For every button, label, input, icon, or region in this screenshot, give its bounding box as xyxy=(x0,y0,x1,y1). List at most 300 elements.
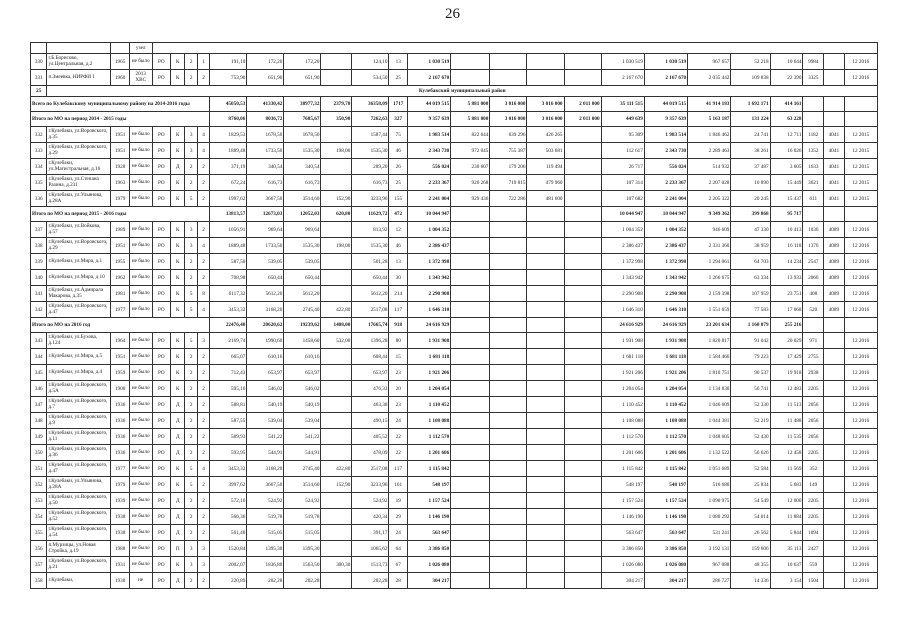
cell-c4: 503 681 xyxy=(527,143,564,159)
table-row xyxy=(31,54,878,70)
cell-c4 xyxy=(527,286,564,302)
cell-no: 351 xyxy=(31,461,47,477)
cell-addr: п.Змеевка, НИРФИ 1 xyxy=(47,70,111,86)
cell-c6: 1 921 206 xyxy=(601,365,644,381)
cell-c10: 5 683 xyxy=(770,477,803,493)
cell-c5 xyxy=(564,509,601,525)
cell-own: РО xyxy=(152,461,171,477)
cell-a1: 6117,32 xyxy=(210,286,247,302)
summary-value: 8760,06 xyxy=(210,112,247,127)
cell-c8: 286 727 xyxy=(688,573,731,589)
cell-c3 xyxy=(490,70,527,86)
cell-c7: 1 110 452 xyxy=(644,397,687,413)
summary-row xyxy=(31,318,878,333)
cell-c6: 1 681 118 xyxy=(601,349,644,365)
cell-c5 xyxy=(564,333,601,349)
cell-mat: К xyxy=(171,270,185,286)
cell-a2: 1733,50 xyxy=(247,143,284,159)
cell-p: 26 xyxy=(389,159,408,175)
cell-a2: 651,90 xyxy=(247,70,284,86)
cell-en: 2 xyxy=(197,573,209,589)
cell-p: 13 xyxy=(389,254,408,270)
cell-c9: 159 606 xyxy=(731,541,770,557)
cell-a1: 665,07 xyxy=(210,349,247,365)
summary-label: Всего по Кулебакскому муниципальному району на 2014-2016 годы xyxy=(31,97,210,112)
cell-c9: 56 741 xyxy=(731,381,770,397)
cell-c10: 11 884 xyxy=(770,509,803,525)
cell-addr: г.Кулебаки, ул.Войкова, д.57 xyxy=(47,222,111,238)
cell-d: 12 2015 xyxy=(844,127,877,143)
summary-value: 5 163 187 xyxy=(688,112,731,127)
cell-c5 xyxy=(564,286,601,302)
cell-m xyxy=(824,525,845,541)
cell-no: 338 xyxy=(31,238,47,254)
cell-a1: 708,98 xyxy=(210,270,247,286)
cell-d: 12 2016 xyxy=(844,477,877,493)
cell-a5: 653,97 xyxy=(352,365,389,381)
cell-c8: 2 331 360 xyxy=(688,238,731,254)
cell-a3: 3514,60 xyxy=(284,477,321,493)
cell-fl: 3 xyxy=(185,541,197,557)
cell-d: 12 2016 xyxy=(844,381,877,397)
cell-c9: 63 334 xyxy=(731,270,770,286)
cell-c7: 2 386 437 xyxy=(644,238,687,254)
cell-c10: 12 458 xyxy=(770,445,803,461)
cell-u: 2205 xyxy=(803,493,824,509)
cell-u: 1352 xyxy=(803,143,824,159)
cell-c4 xyxy=(527,238,564,254)
cell-addr: г.Кулебаки, ул.Воровского, д.35 xyxy=(47,127,111,143)
summary-value: 17665,74 xyxy=(352,318,389,333)
cell-a5: 2517,08 xyxy=(352,461,389,477)
cell-m xyxy=(824,461,845,477)
cell-c5 xyxy=(564,302,601,318)
table-row xyxy=(31,222,878,238)
cell-c5 xyxy=(564,445,601,461)
cell-c3 xyxy=(490,270,527,286)
cell-a3: 1563,50 xyxy=(284,557,321,573)
cell-a1: 1997,62 xyxy=(210,191,247,207)
cell-no: 330 xyxy=(31,54,47,70)
summary-label: Итого по МО на период 2014 - 2015 годы xyxy=(31,112,210,127)
cell-c8: 531 241 xyxy=(688,525,731,541)
cell-own: РО xyxy=(152,381,171,397)
cell-en: 2 xyxy=(197,254,209,270)
cell-c3: 755 387 xyxy=(490,143,527,159)
cell-u: 1504 xyxy=(803,573,824,589)
cell-c10: 19 918 xyxy=(770,365,803,381)
cell-en: 2 xyxy=(197,70,209,86)
cell-fl: 2 xyxy=(185,54,197,70)
table-row xyxy=(31,238,878,254)
cell-no: 341 xyxy=(31,286,47,302)
cell-year: 1936 xyxy=(111,397,130,413)
cell-c6: 2 290 908 xyxy=(601,286,644,302)
cell-p: 24 xyxy=(389,525,408,541)
cell-en: 2 xyxy=(197,381,209,397)
cell-c7: 1 030 519 xyxy=(644,54,687,70)
cell-addr: г.Кулебаки, ул.Воровского, д.50 xyxy=(47,493,111,509)
cell-c1: 1 983 514 xyxy=(407,127,450,143)
cell-c10: 13 933 xyxy=(770,270,803,286)
section-number: 25 xyxy=(31,86,47,97)
cell-en: 2 xyxy=(197,429,209,445)
cell-c5 xyxy=(564,461,601,477)
cell-a2: 1678,50 xyxy=(247,127,284,143)
table-row xyxy=(31,159,878,175)
cell-d: 12 2016 xyxy=(844,493,877,509)
cell-p: 23 xyxy=(389,397,408,413)
cell-c9: 54 014 xyxy=(731,509,770,525)
cell-p: 22 xyxy=(389,429,408,445)
cell-en: 4 xyxy=(197,302,209,318)
cell-mat: Д xyxy=(171,509,185,525)
cell-en: 2 xyxy=(197,222,209,238)
cell-d: 12 2016 xyxy=(844,525,877,541)
cell-m xyxy=(824,557,845,573)
cell-c1: 304 217 xyxy=(407,573,450,589)
cell-c1: 1 372 998 xyxy=(407,254,450,270)
cell-no: 340 xyxy=(31,270,47,286)
cell-a4: 198,00 xyxy=(321,143,352,159)
summary-value xyxy=(803,318,824,333)
cell-c3 xyxy=(490,365,527,381)
cell-c8: 1 294 061 xyxy=(688,254,731,270)
cell-a2: 1836,80 xyxy=(247,557,284,573)
cell-a5: 476,33 xyxy=(352,381,389,397)
cell-own: РО xyxy=(152,445,171,461)
cell-m xyxy=(824,381,845,397)
cell-c1: 2 241 004 xyxy=(407,191,450,207)
cell-year: 1989 xyxy=(111,222,130,238)
cell-c8: 3 192 131 xyxy=(688,541,731,557)
cell-v: не было xyxy=(129,349,152,365)
cell-p: 155 xyxy=(389,191,408,207)
cell-c9: 52 219 xyxy=(731,413,770,429)
cell-c9: 26 562 xyxy=(731,525,770,541)
cell-no: 356 xyxy=(31,541,47,557)
cell-c8: 514 932 xyxy=(688,159,731,175)
cell-v: не было xyxy=(129,413,152,429)
cell-a1: 587,50 xyxy=(210,254,247,270)
cell-c3 xyxy=(490,381,527,397)
cell-c4 xyxy=(527,333,564,349)
cell-c4: 119 494 xyxy=(527,159,564,175)
cell-a3: 1535,30 xyxy=(284,143,321,159)
cell-a3: 650,44 xyxy=(284,270,321,286)
cell-m: 4089 xyxy=(824,222,845,238)
cell-year: 1979 xyxy=(111,191,130,207)
cell-c1: 563 647 xyxy=(407,525,450,541)
cell-c5 xyxy=(564,222,601,238)
cell-c7: 556 024 xyxy=(644,159,687,175)
summary-value: 22476,40 xyxy=(210,318,247,333)
cell-u: 1094 xyxy=(803,525,824,541)
cell-u: 2056 xyxy=(803,429,824,445)
cell-a2: 172,20 xyxy=(247,54,284,70)
cell-addr: г.Кулебаки, ул.Воровского, д.11 xyxy=(47,429,111,445)
cell-c10: 22 390 xyxy=(770,70,803,86)
cell-a5: 3233,96 xyxy=(352,477,389,493)
cell-c6: 548 197 xyxy=(601,477,644,493)
cell-year: 1951 xyxy=(111,349,130,365)
cell-c7: 1 204 054 xyxy=(644,381,687,397)
cell-c4 xyxy=(527,54,564,70)
cell-own: РО xyxy=(152,222,171,238)
cell-c3 xyxy=(490,238,527,254)
cell-no: 349 xyxy=(31,429,47,445)
cell-fl: 2 xyxy=(185,509,197,525)
cell-c7: 1 983 514 xyxy=(644,127,687,143)
cell-p: 19 xyxy=(389,493,408,509)
cell-c2 xyxy=(451,222,490,238)
cell-a2: 540,19 xyxy=(247,397,284,413)
summary-value: 36358,09 xyxy=(352,97,389,112)
cell-d: 12 2016 xyxy=(844,270,877,286)
summary-value xyxy=(490,207,527,222)
cell-c5 xyxy=(564,143,601,159)
cell-a1: 672,24 xyxy=(210,175,247,191)
cell-own: РО xyxy=(152,238,171,254)
summary-value: 12673,03 xyxy=(247,207,284,222)
cell-c10: 11 488 xyxy=(770,413,803,429)
summary-value xyxy=(451,207,490,222)
cell-d: 12 2016 xyxy=(844,222,877,238)
cell-c3 xyxy=(490,557,527,573)
cell-fl: 2 xyxy=(185,413,197,429)
cell-a4 xyxy=(321,525,352,541)
cell-m xyxy=(824,70,845,86)
cell-a1: 588,81 xyxy=(210,397,247,413)
cell-c8: 2 207 028 xyxy=(688,175,731,191)
cell-a4 xyxy=(321,70,352,86)
summary-value: 1408,00 xyxy=(321,318,352,333)
cell-no: 352 xyxy=(31,477,47,493)
cell-a5: 1587,44 xyxy=(352,127,389,143)
cell-fl: 5 xyxy=(185,191,197,207)
cell-p: 67 xyxy=(389,557,408,573)
cell-a5: 124,10 xyxy=(352,54,389,70)
cell-c2 xyxy=(451,286,490,302)
cell-a5: 391,17 xyxy=(352,525,389,541)
cell-c4 xyxy=(527,429,564,445)
cell-own: РО xyxy=(152,429,171,445)
cell-d: 12 2016 xyxy=(844,333,877,349)
cell-m xyxy=(824,333,845,349)
cell-a4 xyxy=(321,127,352,143)
cell-a4 xyxy=(321,397,352,413)
cell-mat: Д xyxy=(171,159,185,175)
cell-c1: 2 233 367 xyxy=(407,175,450,191)
summary-value: 131 224 xyxy=(731,112,770,127)
cell-a3: 3514,60 xyxy=(284,191,321,207)
cell-p: 28 xyxy=(389,573,408,589)
cell-a2: 539,05 xyxy=(247,254,284,270)
cell-c6: 1 108 088 xyxy=(601,413,644,429)
cell-c9: 47 330 xyxy=(731,222,770,238)
cell-c10: 3 154 xyxy=(770,573,803,589)
cell-c6: 1 931 908 xyxy=(601,333,644,349)
cell-v: не было xyxy=(129,365,152,381)
cell-d: 12 2016 xyxy=(844,445,877,461)
cell-c2 xyxy=(451,541,490,557)
cell-a2: 616,73 xyxy=(247,175,284,191)
summary-value: 10 044 947 xyxy=(644,207,687,222)
cell-c3 xyxy=(490,397,527,413)
cell-c2 xyxy=(451,493,490,509)
summary-row xyxy=(31,207,878,222)
cell-c4 xyxy=(527,477,564,493)
summary-value: 1 692 171 xyxy=(731,97,770,112)
cell-a5: 1065,62 xyxy=(352,541,389,557)
summary-value: 1717 xyxy=(389,97,408,112)
cell-a5: 608,44 xyxy=(352,349,389,365)
cell-c10: 11 535 xyxy=(770,429,803,445)
cell-a5: 616,73 xyxy=(352,175,389,191)
cell-c2 xyxy=(451,413,490,429)
header-fragment: узел xyxy=(129,43,152,54)
cell-own: РО xyxy=(152,143,171,159)
cell-c3 xyxy=(490,413,527,429)
summary-value: 2379,70 xyxy=(321,97,352,112)
cell-c8: 1 551 659 xyxy=(688,302,731,318)
cell-own: РО xyxy=(152,270,171,286)
cell-c10: 15 449 xyxy=(770,175,803,191)
cell-c6: 2 386 437 xyxy=(601,238,644,254)
cell-u: 1182 xyxy=(803,127,824,143)
table-row xyxy=(31,509,878,525)
cell-d: 12 2016 xyxy=(844,461,877,477)
cell-en: 4 xyxy=(197,143,209,159)
cell-c9: 52 584 xyxy=(731,461,770,477)
cell-a1: 3997,62 xyxy=(210,477,247,493)
cell-c6: 1 204 054 xyxy=(601,381,644,397)
cell-a1: 2169,74 xyxy=(210,333,247,349)
cell-c4 xyxy=(527,270,564,286)
cell-a2: 546,02 xyxy=(247,381,284,397)
cell-p: 22 xyxy=(389,445,408,461)
summary-value: 327 xyxy=(389,112,408,127)
table-row xyxy=(31,493,878,509)
cell-d: 12 2016 xyxy=(844,541,877,557)
cell-c6: 1 146 190 xyxy=(601,509,644,525)
cell-mat: Д xyxy=(171,525,185,541)
summary-value: 45050,53 xyxy=(210,97,247,112)
cell-c10: 12 711 xyxy=(770,127,803,143)
cell-a2: 1990,60 xyxy=(247,333,284,349)
cell-no: 353 xyxy=(31,493,47,509)
cell-a3: 5612,20 xyxy=(284,286,321,302)
cell-a3: 546,02 xyxy=(284,381,321,397)
cell-a5: 405,52 xyxy=(352,429,389,445)
cell-addr: г.Кулебаки, ул.Магистральная, д.16 xyxy=(47,159,111,175)
cell-fl: 2 xyxy=(185,525,197,541)
summary-value xyxy=(451,318,490,333)
cell-c3 xyxy=(490,445,527,461)
cell-u: 1633 xyxy=(803,159,824,175)
cell-d: 12 2016 xyxy=(844,70,877,86)
cell-c5 xyxy=(564,365,601,381)
cell-v: не было xyxy=(129,493,152,509)
cell-c1: 1 343 942 xyxy=(407,270,450,286)
cell-m: 4041 xyxy=(824,159,845,175)
cell-c8: 1 044 381 xyxy=(688,413,731,429)
cell-c6: 26 717 xyxy=(601,159,644,175)
cell-c8: 1 046 609 xyxy=(688,397,731,413)
summary-value: 255 216 xyxy=(770,318,803,333)
cell-a5: 813,92 xyxy=(352,222,389,238)
cell-a3: 969,64 xyxy=(284,222,321,238)
cell-c5 xyxy=(564,381,601,397)
cell-c4 xyxy=(527,493,564,509)
cell-a2: 524,92 xyxy=(247,493,284,509)
cell-c5 xyxy=(564,413,601,429)
cell-d: 12 2016 xyxy=(844,413,877,429)
table-row xyxy=(31,127,878,143)
cell-a1: 561,40 xyxy=(210,525,247,541)
cell-c6: 3 386 850 xyxy=(601,541,644,557)
cell-no: 358 xyxy=(31,573,47,589)
cell-year: 1959 xyxy=(111,365,130,381)
cell-year: 1955 xyxy=(111,254,130,270)
cell-c6: 1 026 080 xyxy=(601,557,644,573)
cell-a3: 524,92 xyxy=(284,493,321,509)
summary-value: 13813,57 xyxy=(210,207,247,222)
cell-d: 12 2016 xyxy=(844,509,877,525)
cell-fl: 2 xyxy=(185,159,197,175)
cell-a2: 650,44 xyxy=(247,270,284,286)
cell-p: 23 xyxy=(389,365,408,381)
cell-a2: 541,22 xyxy=(247,429,284,445)
table-row xyxy=(31,573,878,589)
cell-d: 12 2015 xyxy=(844,159,877,175)
table-row xyxy=(31,175,878,191)
cell-c3 xyxy=(490,461,527,477)
cell-addr: г.Кулебаки, ул.Адмирала Макарова, д.35 xyxy=(47,286,111,302)
cell-a1: 191,10 xyxy=(210,54,247,70)
cell-year: 1962 xyxy=(111,270,130,286)
cell-c10: 12 483 xyxy=(770,381,803,397)
cell-a1: 1889,48 xyxy=(210,143,247,159)
cell-year: 1977 xyxy=(111,302,130,318)
cell-no: 331 xyxy=(31,70,47,86)
cell-year: 1951 xyxy=(111,127,130,143)
cell-d: 12 2015 xyxy=(844,191,877,207)
cell-v: не было xyxy=(129,541,152,557)
cell-c4 xyxy=(527,302,564,318)
cell-c2: 926 268 xyxy=(451,175,490,191)
cell-u: 520 xyxy=(803,302,824,318)
cell-v: не было xyxy=(129,175,152,191)
cell-mat: К xyxy=(171,254,185,270)
cell-mat: К xyxy=(171,333,185,349)
cell-a3: 653,97 xyxy=(284,365,321,381)
cell-a3: 616,73 xyxy=(284,175,321,191)
cell-c2 xyxy=(451,557,490,573)
cell-m xyxy=(824,54,845,70)
cell-a3: 610,16 xyxy=(284,349,321,365)
cell-c6: 107 314 xyxy=(601,175,644,191)
cell-a4: 422,80 xyxy=(321,302,352,318)
cell-c3: 179 206 xyxy=(490,159,527,175)
cell-c2: 230 607 xyxy=(451,159,490,175)
cell-c7: 2 233 367 xyxy=(644,175,687,191)
cell-c8: 1 080 292 xyxy=(688,509,731,525)
cell-v: не xyxy=(129,573,152,589)
table-row xyxy=(31,381,878,397)
summary-value xyxy=(803,97,824,112)
cell-c1: 2 343 730 xyxy=(407,143,450,159)
